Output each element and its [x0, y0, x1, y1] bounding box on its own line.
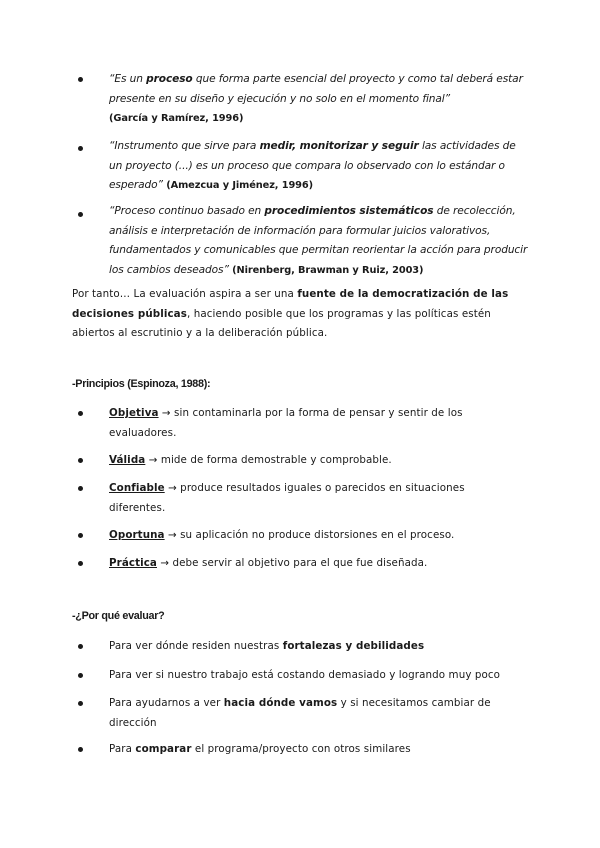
porque-text [109, 694, 509, 733]
principio-text [109, 554, 509, 574]
principio-term: Oportuna [109, 529, 165, 541]
quote-text-pre: “Instrumento que sirve para [109, 140, 260, 152]
bullet-icon [78, 212, 83, 217]
paragraph-text-post: , haciendo posible que los programas y las políticas estén abiertos al escrutinio y a la deliberación pública. [72, 307, 491, 339]
paragraph-text-pre: Por tanto… La evaluación aspira a ser una [72, 288, 298, 300]
paragraph-bold-text: fuente de la democratización de las decisiones públicas [72, 288, 509, 320]
bullet-icon [78, 533, 83, 538]
porque-bold-text: comparar [135, 743, 192, 755]
quote-bold-term: procedimientos sistemáticos [264, 205, 434, 217]
bullet-icon [78, 458, 83, 463]
porque-text-post: y si necesitamos cambiar de dirección [109, 697, 491, 729]
principio-term: Práctica [109, 557, 157, 569]
principio-description: → su aplicación no produce distorsiones en el proceso. [164, 529, 455, 541]
principio-text [109, 404, 509, 443]
porque-text [109, 666, 509, 686]
principio-term: Válida [109, 454, 146, 466]
porque-text [109, 740, 509, 760]
principio-text [109, 451, 509, 471]
quote-text-post: de recolección, análisis e interpretación de información para formular juicios valorativos, fundamentados y comunicables que permitan reorientar la acción para producir los cambios deseados” [109, 205, 528, 276]
principio-text [109, 526, 509, 546]
bullet-icon [78, 673, 83, 678]
bullet-icon [78, 701, 83, 706]
quote-text [109, 202, 529, 280]
porque-text-pre: Para ver dónde residen nuestras [109, 640, 283, 652]
bullet-icon [78, 77, 83, 82]
principio-description: → debe servir al objetivo para el que fue diseñada. [156, 557, 428, 569]
quote-bold-term: proceso [146, 73, 193, 85]
porque-text-post: el programa/proyecto con otros similares [191, 743, 411, 755]
principio-term: Confiable [109, 482, 165, 494]
bullet-icon [78, 146, 83, 151]
porque-bold-text: hacia dónde vamos [223, 697, 338, 709]
principio-description: → produce resultados iguales o parecidos en situaciones diferentes. [109, 482, 465, 514]
quote-text [109, 70, 529, 129]
quote-bold-term: medir, monitorizar y seguir [259, 140, 419, 152]
bullet-icon [78, 561, 83, 566]
principio-description: → sin contaminarla por la forma de pensar y sentir de los evaluadores. [109, 407, 463, 439]
porque-text [109, 637, 509, 657]
quote-text-pre: “Es un [109, 73, 147, 85]
porque-bold-text: fortalezas y debilidades [282, 640, 425, 652]
quote-text-post: que forma parte esencial del proyecto y como tal deberá estar presente en su diseño y ejecución y no solo en el momento final” [109, 73, 523, 105]
porque-text-pre: Para ayudarnos a ver [109, 697, 224, 709]
porque-heading: -¿Por qué evaluar? [72, 610, 165, 622]
quote-text-post: las actividades de un proyecto (...) es un proceso que compara lo observado con lo estándar o esperado” [109, 140, 516, 191]
bullet-icon [78, 747, 83, 752]
quote-text-pre: “Proceso continuo basado en [109, 205, 265, 217]
bullet-icon [78, 411, 83, 416]
quote-citation: (García y Ramírez, 1996) [109, 113, 244, 124]
principio-description: → mide de forma demostrable y comprobable. [145, 454, 392, 466]
conclusion-paragraph [72, 285, 532, 344]
principio-text [109, 479, 509, 518]
quote-citation: (Nirenberg, Brawman y Ruiz, 2003) [232, 264, 424, 276]
quote-text [109, 137, 529, 196]
principios-heading: -Principios (Espinoza, 1988): [72, 378, 211, 390]
porque-text-pre: Para ver si nuestro trabajo está costando demasiado y logrando muy poco [109, 669, 501, 681]
principio-term: Objetiva [109, 407, 159, 419]
bullet-icon [78, 486, 83, 491]
bullet-icon [78, 644, 83, 649]
quote-citation: (Amezcua y Jiménez, 1996) [166, 180, 313, 191]
porque-text-pre: Para [109, 743, 136, 755]
